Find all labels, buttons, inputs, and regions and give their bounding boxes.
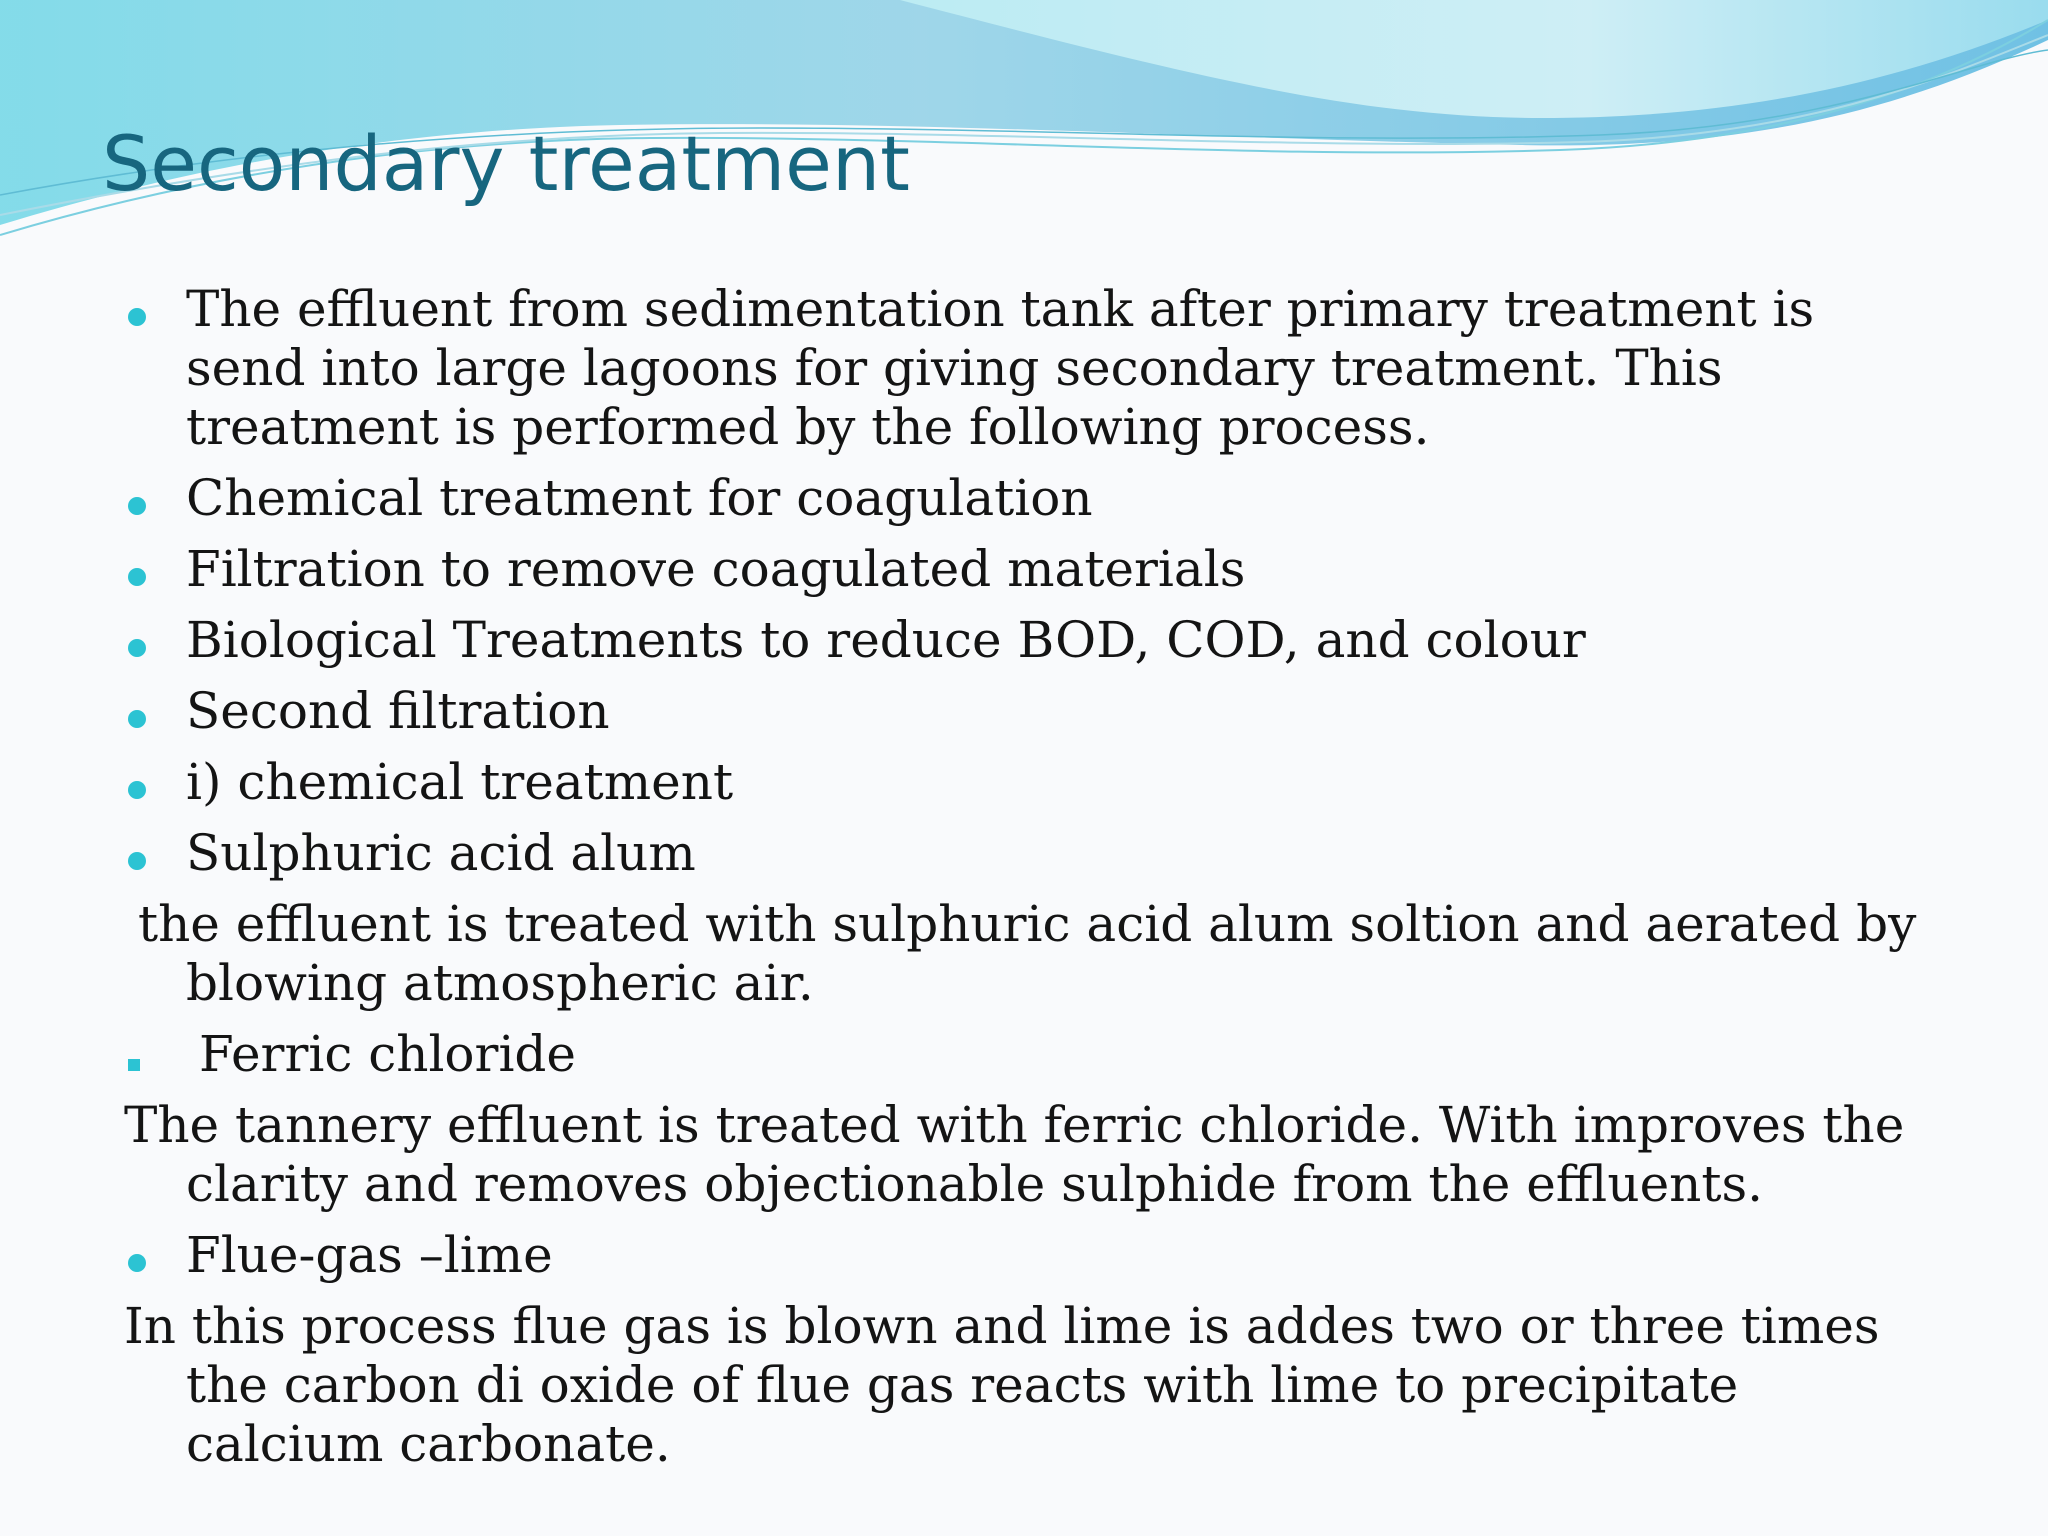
list-item-second-filtration	[124, 682, 1944, 741]
bullet-dot-icon	[128, 280, 146, 339]
i-chemical-text: i) chemical treatment	[186, 753, 734, 811]
chemical-text: Chemical treatment for coagulation	[186, 469, 1093, 527]
list-item-filtration	[124, 540, 1944, 599]
filtration-text: Filtration to remove coagulated materials	[186, 540, 1246, 598]
flue-paragraph: In this process flue gas is blown and lime is addes two or three times the carbon di oxide of flue gas reacts with lime to precipitate calcium carbonate.	[124, 1297, 1880, 1473]
list-item-i-chemical	[124, 753, 1944, 812]
bullet-dot-icon	[128, 1226, 146, 1285]
sulphuric-paragraph: the effluent is treated with sulphuric acid alum soltion and aerated by blowing atmospheric air.	[138, 895, 1917, 1012]
bullet-square-icon	[128, 1025, 140, 1084]
ferric-text: Ferric chloride	[199, 1025, 577, 1083]
second-filtration-text: Second filtration	[186, 682, 610, 740]
bullet-dot-icon	[128, 540, 146, 599]
intro-text: The effluent from sedimentation tank after primary treatment is send into large lagoons for giving secondary treatment. This treatment is performed by the following process.	[186, 280, 1815, 456]
bullet-dot-icon	[128, 824, 146, 883]
bullet-dot-icon	[128, 753, 146, 812]
sulphuric-text: Sulphuric acid alum	[186, 824, 696, 882]
slide-title: Secondary treatment	[102, 119, 910, 208]
list-item-chemical	[124, 469, 1944, 528]
slide-body	[124, 280, 1944, 1486]
bullet-dot-icon	[128, 469, 146, 528]
ferric-paragraph: The tannery effluent is treated with ferric chloride. With improves the clarity and removes objectionable sulphide from the effluents.	[124, 1096, 1905, 1213]
bullet-dot-icon	[128, 682, 146, 741]
bullet-dot-icon	[128, 611, 146, 670]
flue-text: Flue-gas –lime	[186, 1226, 553, 1284]
list-item-ferric	[124, 1025, 1944, 1084]
list-item-intro	[124, 280, 1944, 457]
list-item-sulphuric	[124, 824, 1944, 883]
biological-text: Biological Treatments to reduce BOD, COD, and colour	[186, 611, 1586, 669]
list-item-flue	[124, 1226, 1944, 1285]
list-item-biological	[124, 611, 1944, 670]
